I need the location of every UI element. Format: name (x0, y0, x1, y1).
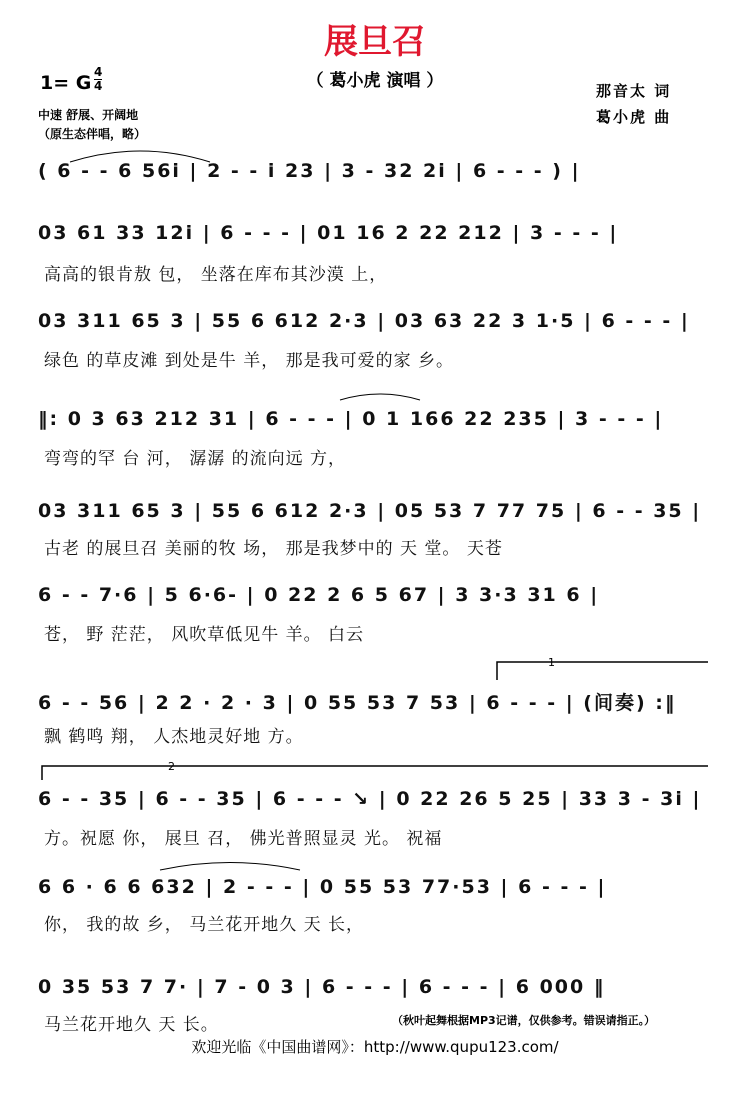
lyric-line: 高高的银肯敖 包， 坐落在库布其沙漠 上， (44, 265, 388, 285)
score-row: ‖: 0 3 63 212 31 | 6 - - - | 0 1 166 22 235 | 3 - - - | (38, 408, 664, 430)
composer-credit: 葛小虎 曲 (596, 108, 672, 126)
key-signature: 1= G (40, 72, 92, 94)
volta-1-label: 1 (548, 656, 555, 669)
lyric-line: 飘 鹤鸣 翔， 人杰地灵好地 方。 (44, 727, 304, 747)
score-row: 03 311 65 3 | 55 6 612 2·3 | 03 63 22 3 1·5 | 6 - - - | (38, 310, 690, 332)
score-row: 03 61 33 12i | 6 - - - | 01 16 2 22 212 | 3 - - - | (38, 222, 619, 244)
score-row: 6 - - 56 | 2 2 · 2 · 3 | 0 55 53 7 53 | 6 - - - | (间奏) :‖ (38, 692, 677, 714)
score-row: 0 35 53 7 7· | 7 - 0 3 | 6 - - - | 6 - - - | 6 000 ‖ (38, 976, 606, 998)
time-sig-bottom: 4 (94, 79, 103, 93)
lyric-line: 绿色 的草皮滩 到处是牛 羊， 那是我可爱的家 乡。 (44, 351, 455, 371)
score-row: 6 6 · 6 6 632 | 2 - - - | 0 55 53 77·53 | 6 - - - | (38, 876, 607, 898)
footer-link[interactable]: 欢迎光临《中国曲谱网》：http://www.qupu123.com/ (191, 1038, 559, 1056)
score-row: 6 - - 35 | 6 - - 35 | 6 - - - ↘ | 0 22 26 5 25 | 33 3 - 3i | (38, 788, 702, 810)
lyric-line: 你， 我的故 乡， 马兰花开地久 天 长， (44, 915, 365, 935)
score-row: 03 311 65 3 | 55 6 612 2·3 | 05 53 7 77 75 | 6 - - 35 | (38, 500, 702, 522)
lyricist-credit: 那音太 词 (596, 82, 672, 100)
time-sig-top: 4 (94, 65, 103, 79)
lyric-line: 弯弯的罕 台 河， 潺潺 的流向远 方， (44, 449, 347, 469)
tempo-marking: 中速 舒展、开阔地 (38, 108, 139, 122)
performer-subtitle: （ 葛小虎 演唱 ） (306, 71, 444, 91)
lyric-line: 古老 的展旦召 美丽的牧 场， 那是我梦中的 天 堂。 天苍 (44, 539, 503, 559)
song-title: 展旦召 (324, 22, 426, 62)
score-row: ( 6 - - 6 56i | 2 - - i 23 | 3 - 32 2i | 6 - - - ) | (38, 160, 581, 182)
score-row: 6 - - 7·6 | 5 6·6- | 0 22 2 6 5 67 | 3 3·3 31 6 | (38, 584, 600, 606)
lyric-line: 马兰花开地久 天 长。 (44, 1015, 219, 1035)
volta-2-label: 2 (168, 760, 175, 773)
transcription-note: （秋叶起舞根据MP3记谱，仅供参考。错误请指正。） (392, 1014, 656, 1027)
lyric-line: 苍， 野 茫茫， 风吹草低见牛 羊。 白云 (44, 625, 365, 645)
lyric-line: 方。祝愿 你， 展旦 召， 佛光普照显灵 光。 祝福 (44, 829, 443, 849)
accompaniment-note: （原生态伴唱，略） (38, 127, 147, 141)
